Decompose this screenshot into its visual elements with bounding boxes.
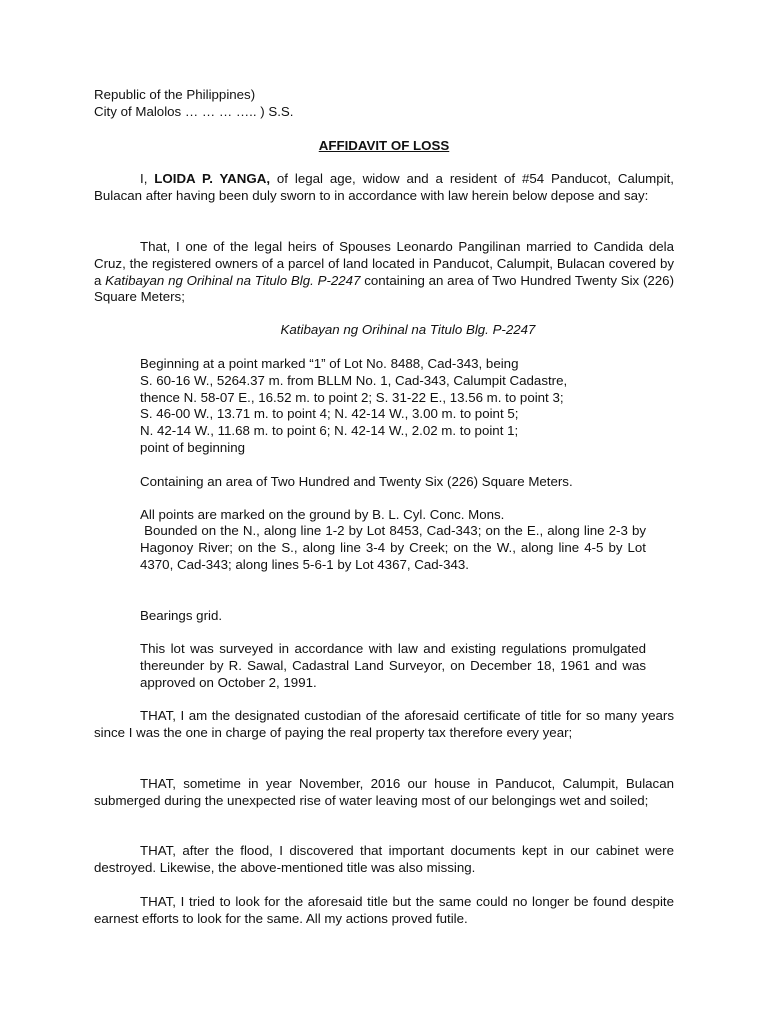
technical-line: N. 42-14 W., 11.68 m. to point 6; N. 42-14 W., 2.02 m. to point 1; <box>140 423 519 439</box>
discovery-paragraph: THAT, after the flood, I discovered that important documents kept in our cabinet were destroyed. Likewise, the above-mentioned title was also missing. <box>94 843 674 875</box>
title-subheading: Katibayan ng Orihinal na Titulo Blg. P-2247 <box>280 322 536 337</box>
monuments-statement: All points are marked on the ground by B. L. Cyl. Conc. Mons. <box>140 507 505 522</box>
technical-line: S. 60-16 W., 5264.37 m. from BLLM No. 1, Cad-343, Calumpit Cadastre, <box>140 372 568 388</box>
venue-block <box>94 87 674 121</box>
affiant-name: LOIDA P. YANGA, <box>154 171 271 186</box>
heirs-text-before: That, I one of the legal heirs of Spouses Leonardo Pangilinan married to Candida dela Cruz, the registered owners of a parcel of land located in Panducot, Calumpit, Bulacan covered by a <box>94 239 674 288</box>
heirs-paragraph <box>94 239 674 306</box>
intro-paragraph <box>94 171 674 205</box>
technical-line: point of beginning <box>140 439 245 455</box>
search-paragraph: THAT, I tried to look for the aforesaid title but the same could no longer be found despite earnest efforts to look for the same. All my actions proved futile. <box>94 894 674 926</box>
title-reference: Katibayan ng Orihinal na Titulo Blg. P-2247 <box>105 272 361 288</box>
intro-rest: of legal age, widow and a resident of #54 Panducot, Calumpit, Bulacan after having been duly sworn to in accordance with law herein below depose and say: <box>94 171 674 203</box>
venue-line-republic: Republic of the Philippines) <box>94 87 256 102</box>
boundaries-statement: Bounded on the N., along line 1-2 by Lot 8453, Cad-343; on the E., along line 2-3 by Hagonoy River; on the S., along line 3-4 by Creek; on the W., along line 4-5 by Lot 4370, Cad-343; along lines 5-6-1 by Lot 4367, Cad-343. <box>140 523 650 572</box>
custodian-paragraph: THAT, I am the designated custodian of the aforesaid certificate of title for so many years since I was the one in charge of paying the real property tax therefore every year; <box>94 708 674 740</box>
survey-statement: This lot was surveyed in accordance with law and existing regulations promulgated thereunder by R. Sawal, Cadastral Land Surveyor, on December 18, 1961 and was approved on October 2, 1991. <box>140 641 646 690</box>
venue-line-city: City of Malolos … … … ….. ) S.S. <box>94 103 294 119</box>
technical-line: S. 46-00 W., 13.71 m. to point 4; N. 42-14 W., 3.00 m. to point 5; <box>140 406 519 422</box>
intro-prefix: I, <box>140 171 155 186</box>
heirs-text-after: containing an area of Two Hundred Twenty Six (226) Square Meters; <box>94 272 675 305</box>
technical-line: thence N. 58-07 E., 16.52 m. to point 2; S. 31-22 E., 13.56 m. to point 3; <box>140 389 564 405</box>
area-statement: Containing an area of Two Hundred and Twenty Six (226) Square Meters. <box>140 474 573 489</box>
flood-paragraph: THAT, sometime in year November, 2016 our house in Panducot, Calumpit, Bulacan submerged during the unexpected rise of water leaving most of our belongings wet and soiled; <box>94 776 674 808</box>
technical-line: Beginning at a point marked “1” of Lot No. 8488, Cad-343, being <box>140 356 519 371</box>
document-title: AFFIDAVIT OF LOSS <box>318 138 450 153</box>
technical-description <box>140 356 646 457</box>
bearings-statement: Bearings grid. <box>140 608 223 623</box>
